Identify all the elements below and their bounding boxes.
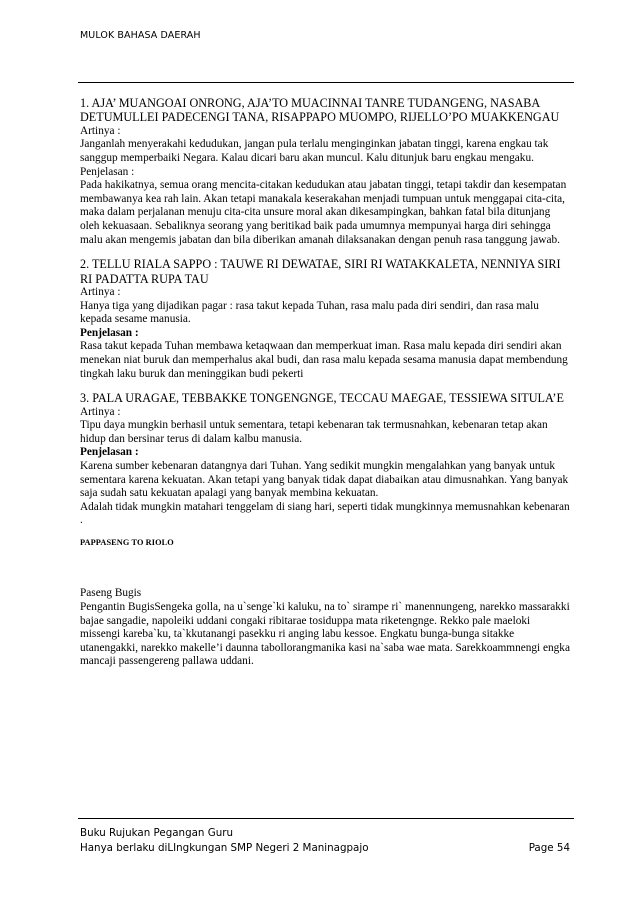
artinya-text: Tipu daya mungkin berhasil untuk sementara, tetapi kebenaran tak termusnahkan, kebenaran tetap akan hidup dan bersinar terus di dalam kalbu manusia. <box>80 419 548 445</box>
penjelasan-label: Penjelasan : <box>80 326 139 339</box>
document-body <box>80 96 570 669</box>
penjelasan-text: Karena sumber kebenaran datangnya dari Tuhan. Yang sedikit mungkin mengalahkan yang banyak untuk sementara karena kekuatan. Akan tetapi yang banyak tidak dapat diabaikan atau dimusnahkan. Yang banyak saja sudah satu kekuatan apalagi yang banyak membina kekuatan. <box>80 459 569 500</box>
artinya-text: Hanya tiga yang dijadikan pagar : rasa takut kepada Tuhan, rasa malu pada diri sendiri, dan rasa malu kepada sesame manusia. <box>80 299 539 326</box>
footer-line-1: Buku Rujukan Pegangan Guru <box>80 827 233 839</box>
artinya-label: Artinya : <box>80 124 121 137</box>
pappaseng-heading: PAPPASENG TO RIOLO <box>80 537 174 547</box>
page-number: Page 54 <box>528 841 570 854</box>
section-title: 2. TELLU RIALA SAPPO : TAUWE RI DEWATAE, SIRI RI WATAKKALETA, NENNIYA SIRI RI PADATTA RUPA TAU <box>80 257 561 286</box>
penjelasan-label: Penjelasan : <box>80 446 139 459</box>
section-2 <box>80 257 570 381</box>
penjelasan-text-2: Adalah tidak mungkin matahari tenggelam di siang hari, seperti tidak mungkinnya memusnahkan kebenaran . <box>80 500 570 527</box>
section-title: 3. PALA URAGAE, TEBBAKKE TONGENGNGE, TECCAU MAEGAE, TESSIEWA SITULA’E <box>80 391 564 406</box>
paseng-section <box>80 587 570 669</box>
paseng-body: Pengantin BugisSengeka golla, na u`senge`ki kaluku, na to` sirampe ri` manennungeng, narekko massarakki bajae sangadie, napoleiki uddani congaki ribitarae tosiduppa mata riketengnge. Rekko pale maeloki missengi kareba`ku, ta`kkutanangi pasekku ri anging labu kessoe. Engkatu bunga-bunga sitakke utanengakki, narekko makelle’i daunna tabollorangmanika kasi na`saba wae mata. Sarekkoammnengi engka mancaji passengereng pallawa uddani. <box>80 601 570 668</box>
section-1 <box>80 96 570 247</box>
section-3 <box>80 391 570 528</box>
paseng-title: Paseng Bugis <box>80 587 142 600</box>
header-title: MULOK BAHASA DAERAH <box>80 30 201 41</box>
penjelasan-text: Pada hakikatnya, semua orang mencita-citakan kedudukan atau jabatan tinggi, tetapi takdir dan kesempatan membawanya kea rah lain. Akan tetapi manakala keserakahan menjadi tumpuan untuk menggapai cita-cita, maka dalam perjalanan menuju cita-cita unsure moral akan dikesampingkan, bahkan fatal bila ditunjang oleh kekuasaan. Sebaliknya seorang yang beritikad baik pada umumnya mempunyai harga diri sehingga malu akan mengemis jabatan dan bila diberikan amanah dilaksanakan dengan penuh rasa tanggung jawab. <box>80 179 567 246</box>
footer-line-2: Hanya berlaku diLIngkungan SMP Negeri 2 Maninagpajo <box>80 841 369 854</box>
penjelasan-text: Rasa takut kepada Tuhan membawa ketaqwaan dan memperkuat iman. Rasa malu kepada diri sendiri akan menekan niat buruk dan memperhalus akal budi, dan rasa malu kepada sesama manusia dapat membendung tingkah laku buruk dan meninggikan budi pekerti <box>80 340 568 380</box>
artinya-label: Artinya : <box>80 405 121 418</box>
artinya-label: Artinya : <box>80 285 121 298</box>
artinya-text: Janganlah menyerakahi kedudukan, jangan pula terlalu menginginkan jabatan tinggi, karena engkau tak sanggup memperbaiki Negara. Kalau dicari baru akan muncul. Kalu ditunjuk baru engkau mengaku. <box>80 138 549 164</box>
footer <box>80 826 570 855</box>
header-divider <box>78 82 574 83</box>
penjelasan-label: Penjelasan : <box>80 165 135 178</box>
section-title: 1. AJA’ MUANGOAI ONRONG, AJA’TO MUACINNAI TANRE TUDANGENG, NASABA DETUMULLEI PADECENGI TANA, RISAPPAPO MUOMPO, RIJELLO’PO MUAKKENGAU <box>80 96 560 125</box>
footer-divider <box>78 818 574 819</box>
